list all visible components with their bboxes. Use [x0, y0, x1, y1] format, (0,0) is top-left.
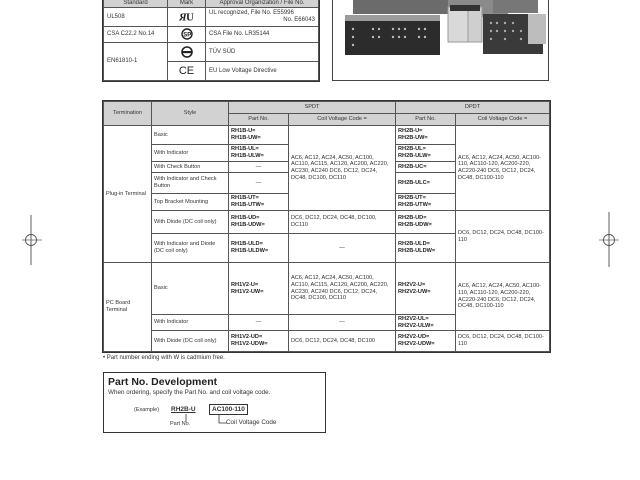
parts-table	[103, 101, 550, 352]
spdt-part-no: RH1B-UD= RH1B-UDW=	[229, 211, 289, 234]
spdt-coil: DC6, DC12, DC24, DC48, DC100	[289, 331, 396, 352]
spdt-coil-dc: DC6, DC12, DC24, DC48, DC100, DC110	[289, 211, 396, 234]
spdt-part-no: —	[229, 173, 289, 194]
spdt-coil: AC6, AC12, AC24, AC50, AC100, AC110, AC115, AC120, AC200, AC220, AC230, AC240 DC6, DC12, DC24, DC48, DC100, DC110	[289, 263, 396, 315]
dpdt-part-no: RH2B-U= RH2B-UW=	[396, 126, 456, 145]
spdt-part-no: RH1V2-UD= RH1V2-UDW=	[229, 331, 289, 352]
header-style: Style	[152, 102, 229, 126]
registration-mark-left-icon	[20, 215, 44, 265]
dpdt-part-no: RH2B-UL= RH2B-ULW=	[396, 145, 456, 162]
style-cell: Basic	[152, 126, 229, 145]
table-row	[104, 263, 550, 315]
dpdt-part-no: RH2B-UD= RH2B-UDW=	[396, 211, 456, 234]
standard-csa: CSA C22.2 No.14	[104, 27, 168, 43]
termination-pcboard: PC Board Terminal	[104, 263, 152, 352]
dpdt-coil-ac: AC6, AC12, AC24, AC50, AC100-110, AC110-120, AC200-220, AC220-240 DC6, DC12, DC24, DC48, DC100-110	[456, 263, 550, 331]
svg-text:U: U	[185, 11, 194, 22]
standard-ul508: UL508	[104, 8, 168, 27]
style-cell: Top Bracket Mounting	[152, 194, 229, 211]
termination-plugin: Plug-in Terminal	[104, 126, 152, 263]
part-no-label: Part No.	[170, 421, 191, 427]
style-cell: With Indicator and Diode (DC coil only)	[152, 234, 229, 263]
tuv-mark-icon	[168, 43, 206, 62]
dpdt-part-no: RH2B-UT= RH2B-UTW=	[396, 194, 456, 211]
style-cell: With Diode (DC coil only)	[152, 211, 229, 234]
header-spdt-part-no: Part No.	[229, 114, 289, 126]
svg-text:Я: Я	[178, 11, 187, 22]
style-cell: With Indicator and Check Button	[152, 173, 229, 194]
header-termination: Termination	[104, 102, 152, 126]
spdt-coil-ac: AC6, AC12, AC24, AC50, AC100, AC110, AC115, AC120, AC200, AC220, AC230, AC240 DC6, DC12, DC24, DC48, DC100, DC110	[289, 126, 396, 211]
org-ul: UL recognized, File No. E55996 No. E66043	[206, 8, 319, 27]
spdt-part-no: RH1V2-U= RH1V2-UW=	[229, 263, 289, 315]
dpdt-part-no: RH2V2-UL= RH2V2-ULW=	[396, 315, 456, 331]
registration-mark-right-icon	[597, 212, 621, 267]
spdt-part-no: —	[229, 162, 289, 173]
header-spdt: SPDT	[229, 102, 396, 114]
svg-text:SP: SP	[182, 32, 191, 39]
org-ce: EU Low Voltage Directive	[206, 62, 319, 81]
approvals-header-org: Approval Organization / File No.	[206, 0, 319, 8]
org-tuv: TÜV SÜD	[206, 43, 319, 62]
dpdt-coil: DC6, DC12, DC24, DC48, DC100-110	[456, 331, 550, 352]
part-no-development-title: Part No. Development	[108, 376, 218, 388]
dpdt-part-no: RH2B-UC=	[396, 162, 456, 173]
header-dpdt: DPDT	[396, 102, 550, 114]
style-cell: With Indicator	[152, 315, 229, 331]
example-coil-code: AC100-110	[209, 404, 248, 415]
header-dpdt-coil: Coil Voltage Code =	[456, 114, 550, 126]
part-no-development-box	[103, 372, 326, 433]
dpdt-part-no: RH2V2-UD= RH2V2-UDW=	[396, 331, 456, 352]
header-dpdt-part-no: Part No.	[396, 114, 456, 126]
org-csa: CSA File No. LR35144	[206, 27, 319, 43]
dpdt-coil-ac: AC6, AC12, AC24, AC50, AC100-110, AC110-120, AC200-220, AC220-240 DC6, DC12, DC24, DC48, DC100-110	[456, 126, 550, 211]
spdt-part-no: RH1B-UT= RH1B-UTW=	[229, 194, 289, 211]
approvals-header-standard: Standard	[104, 0, 168, 8]
dpdt-part-no: RH2B-ULC=	[396, 173, 456, 194]
approvals-table	[103, 0, 319, 81]
header-spdt-coil: Coil Voltage Code =	[289, 114, 396, 126]
csa-mark-icon	[168, 27, 206, 43]
style-cell: Basic	[152, 263, 229, 315]
spdt-part-no: RH1B-U= RH1B-UW=	[229, 126, 289, 145]
spdt-part-no: RH1B-ULD= RH1B-ULDW=	[229, 234, 289, 263]
spdt-part-no: RH1B-UL= RH1B-ULW=	[229, 145, 289, 162]
part-no-development-subtitle: When ordering, specify the Part No. and coil voltage code.	[108, 389, 271, 396]
table-row	[104, 211, 550, 234]
style-cell: With Check Button	[152, 162, 229, 173]
dpdt-coil-dc: DC6, DC12, DC24, DC48, DC100-110	[456, 211, 550, 263]
style-cell: With Diode (DC coil only)	[152, 331, 229, 352]
style-cell: With Indicator	[152, 145, 229, 162]
table-row	[104, 126, 550, 145]
example-part-no: RH2B-U	[171, 406, 196, 413]
cadmium-note: • Part number ending with W is cadmium free.	[103, 355, 225, 361]
standard-en61810: EN61810-1	[104, 43, 168, 81]
product-photo	[332, 0, 549, 81]
ce-mark-icon: CE	[168, 62, 206, 81]
dpdt-part-no: RH2V2-U= RH2V2-UW=	[396, 263, 456, 315]
ul-recognized-icon	[168, 8, 206, 27]
table-row	[104, 331, 550, 352]
spdt-part-no: —	[229, 315, 289, 331]
example-label: (Example)	[134, 407, 160, 413]
dpdt-part-no: RH2B-ULD= RH2B-ULDW=	[396, 234, 456, 263]
approvals-header-mark: Mark	[168, 0, 206, 8]
coil-voltage-code-label: Coil Voltage Code	[226, 419, 277, 426]
spdt-coil-none: —	[289, 234, 396, 263]
spdt-coil: —	[289, 315, 396, 331]
